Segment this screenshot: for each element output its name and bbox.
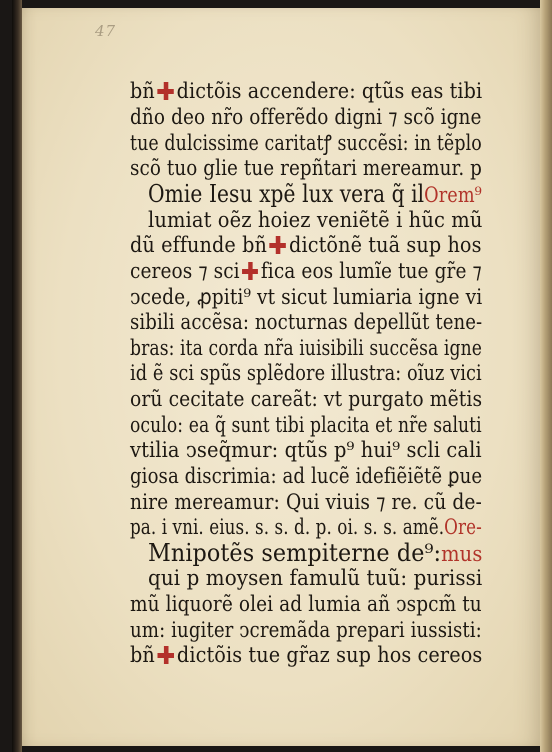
rubric-oremus-2: mus — [441, 542, 483, 566]
text-line-3: tue dulcissime caritatꝭ succẽsi: in tẽplo — [130, 131, 482, 155]
text-line-4: scõ tuo glie tue repñtari mereamur. p — [130, 156, 482, 180]
text-line-11: bras: ita corda nr̃a iuisibili succẽsa igne — [130, 336, 482, 360]
red-cross-icon — [158, 82, 174, 100]
text-line-20: qui p moysen famulũ tuũ: purissi — [148, 566, 483, 590]
text-line-16: giosa discrimia: ad lucẽ idefiẽiẽtẽ ꝑue — [130, 464, 483, 488]
text-line-5: Omie Iesu xpẽ lux vera q̃ ilOrem⁹ — [148, 180, 482, 208]
text-line-12: id ẽ sci spũs splẽdore illustra: oĩuz vici — [130, 361, 482, 385]
text-line-14: oculo: ea q̃ sunt tibi placita et nr̃e saluti — [130, 413, 482, 437]
text-line-18: pa. i vni. eius. s. s. d. p. oi. s. s. amẽ.Ore- — [130, 515, 482, 539]
red-cross-icon — [242, 262, 258, 280]
text-line-1: bñ dictõis accendere: qtũs eas tibi — [130, 79, 483, 103]
red-cross-icon — [158, 646, 175, 664]
text-line-2: dño deo nr̃o offerẽdo digni ⁊ scõ igne — [130, 105, 482, 129]
text-line-23: bñ dictõis tue gr̃az sup hos cereos — [130, 643, 483, 667]
folio-mark: 47 — [95, 22, 117, 40]
text-line-13: orũ cecitate careãt: vt purgato mẽtis — [130, 387, 483, 411]
red-cross-icon — [270, 236, 287, 254]
text-line-7: dũ effunde bñ dictõnẽ tuã sup hos — [130, 233, 482, 257]
text-line-17: nire mereamur: Qui viuis ⁊ re. cũ de- — [130, 490, 482, 514]
rubric-oremus-1: Ore- — [444, 515, 482, 539]
text-line-19: Mnipotẽs sempiterne de⁹:mus — [148, 539, 483, 567]
text-line-6: lumiat oẽz hoiez veniẽtẽ i hũc mũ — [148, 208, 483, 232]
rubric-oremus: Orem⁹ — [424, 183, 482, 207]
text-line-10: sibili accẽsa: nocturnas depellũt tene- — [130, 310, 483, 334]
text-line-9: ↄcede, ꝓpiti⁹ vt sicut lumiaria igne vi — [130, 285, 483, 309]
text-line-8: cereos ⁊ sci fica eos lumĩe tue gr̃e ⁊ — [130, 259, 482, 283]
text-line-21: mũ liquorẽ olei ad lumia añ ↄspcm̃ tu — [130, 592, 482, 616]
text-line-15: vtilia ↄseq̃mur: qtũs p⁹ hui⁹ scli cali — [130, 438, 482, 462]
text-line-22: um: iugiter ↄcremãda prepari iussisti: — [130, 618, 482, 642]
